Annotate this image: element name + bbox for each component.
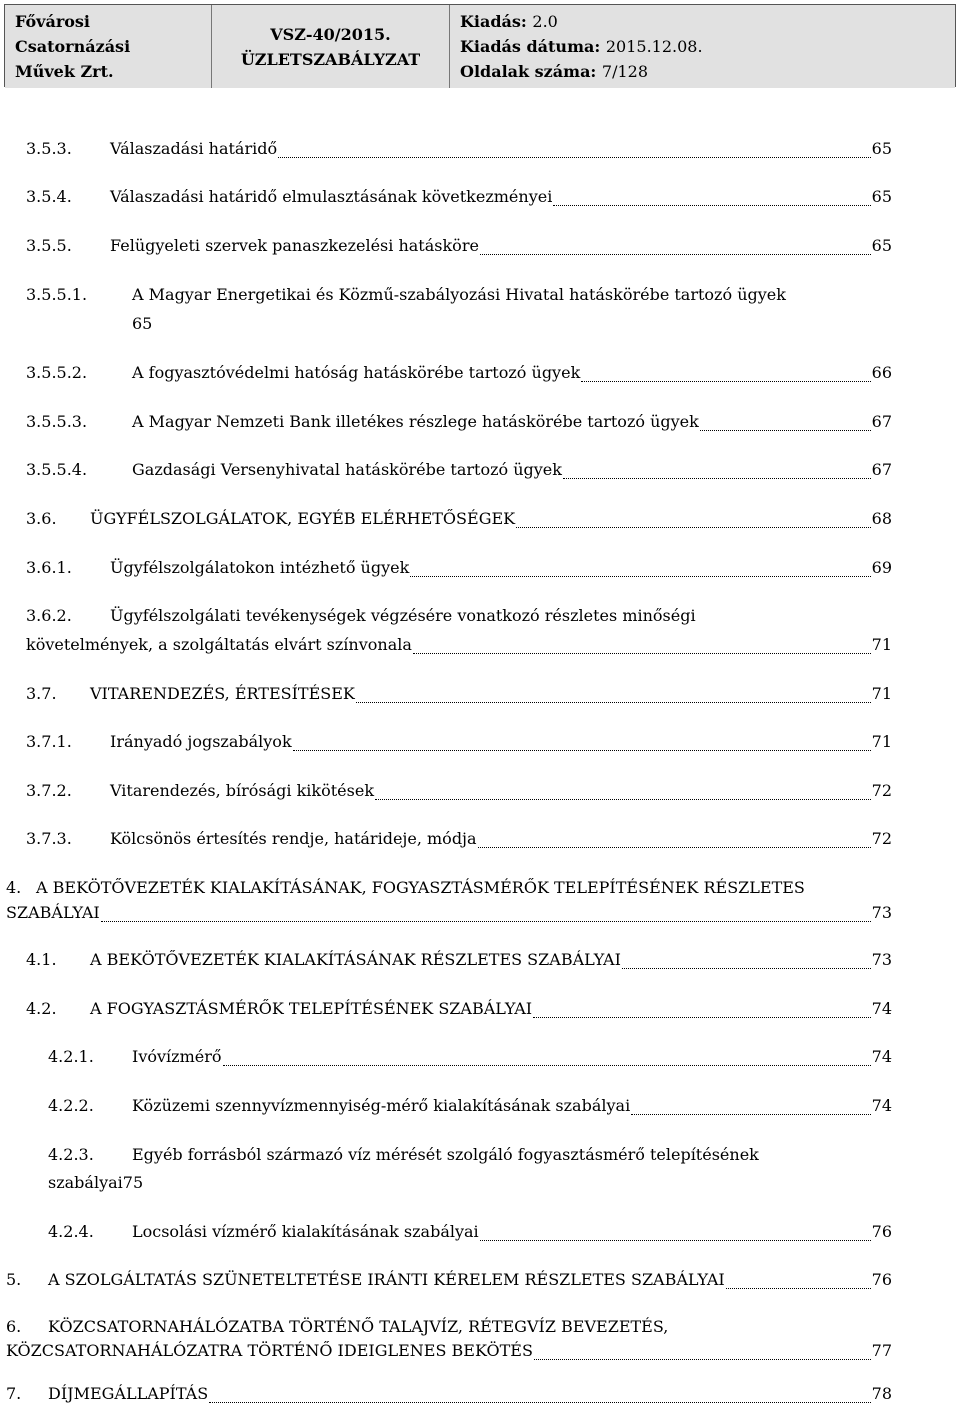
toc-page: 78 xyxy=(871,1384,892,1403)
toc-title: VITARENDEZÉS, ÉRTESÍTÉSEK xyxy=(90,684,355,703)
toc-entry[interactable] xyxy=(26,829,892,857)
org-line-2: Csatornázási xyxy=(15,37,131,56)
toc-page: 65 xyxy=(871,236,892,255)
toc-number: 3.5.5.4. xyxy=(26,460,88,479)
toc-title-continuation: SZABÁLYAI xyxy=(6,903,100,922)
toc-number: 3.7.2. xyxy=(26,781,72,800)
toc-page: 74 xyxy=(871,1096,892,1115)
toc-number: 3.6.1. xyxy=(26,558,72,577)
toc-page: 72 xyxy=(871,829,892,848)
toc-number: 3.7. xyxy=(26,684,57,703)
toc-leader xyxy=(410,576,870,577)
toc-entry[interactable] xyxy=(48,1222,892,1250)
toc-leader xyxy=(516,527,871,528)
toc-number: 3.5.5.1. xyxy=(26,285,88,304)
toc-entry[interactable] xyxy=(26,187,892,215)
pages-value: 7/128 xyxy=(601,62,649,81)
toc-title: Gazdasági Versenyhivatal hatáskörébe tartozó ügyek xyxy=(132,460,562,479)
toc-title-continuation: KÖZCSATORNAHÁLÓZATRA TÖRTÉNŐ IDEIGLENES BEKÖTÉS xyxy=(6,1341,533,1360)
toc-page: 73 xyxy=(871,903,892,922)
toc-number: 3.5.5. xyxy=(26,236,72,255)
toc-entry-continuation xyxy=(132,314,332,342)
toc-title: Felügyeleti szervek panaszkezelési hatásköre xyxy=(110,236,479,255)
toc-title: Válaszadási határidő elmulasztásának következményei xyxy=(110,187,553,206)
toc-number: 4. xyxy=(6,878,22,897)
doc-code: VSZ-40/2015. xyxy=(270,24,391,44)
toc-title: Locsolási vízmérő kialakításának szabályai xyxy=(132,1222,479,1241)
toc-page: 71 xyxy=(871,732,892,751)
toc-title: Ügyfélszolgálatokon intézhető ügyek xyxy=(110,558,410,577)
toc-title: Egyéb forrásból származó víz mérését szolgáló fogyasztásmérő telepítésének xyxy=(132,1145,759,1164)
org-line-3: Művek Zrt. xyxy=(15,62,114,81)
toc-title: A FOGYASZTÁSMÉRŐK TELEPÍTÉSÉNEK SZABÁLYAI xyxy=(90,999,533,1018)
toc-leader xyxy=(534,1359,871,1360)
toc-page: 71 xyxy=(871,684,892,703)
toc-page: 65 xyxy=(132,314,153,333)
edition-value: 2.0 xyxy=(532,12,558,31)
toc-entry[interactable] xyxy=(26,236,892,264)
toc-page: 74 xyxy=(871,1047,892,1066)
toc-leader xyxy=(631,1114,870,1115)
date-label: Kiadás dátuma: xyxy=(460,37,601,56)
toc-leader xyxy=(293,750,871,751)
toc-entry[interactable] xyxy=(26,558,892,586)
document-identity xyxy=(211,5,449,88)
toc-entry[interactable] xyxy=(48,1047,892,1075)
toc-title: A Magyar Energetikai és Közmű-szabályozási Hivatal hatáskörébe tartozó ügyek xyxy=(132,285,786,304)
toc-entry[interactable] xyxy=(6,1384,892,1412)
toc-title: A BEKÖTŐVEZETÉK KIALAKÍTÁSÁNAK RÉSZLETES SZABÁLYAI xyxy=(90,950,621,969)
toc-leader xyxy=(480,1240,871,1241)
toc-page: 73 xyxy=(871,950,892,969)
toc-page: 65 xyxy=(871,139,892,158)
toc-entry-continuation xyxy=(6,1341,892,1369)
toc-number: 3.5.5.3. xyxy=(26,412,88,431)
toc-entry[interactable] xyxy=(6,878,892,906)
toc-number: 3.5.5.2. xyxy=(26,363,88,382)
toc-number: 4.2.2. xyxy=(48,1096,94,1115)
toc-title-continuation: követelmények, a szolgáltatás elvárt színvonala xyxy=(26,635,412,654)
toc-entry[interactable] xyxy=(26,999,892,1027)
toc-title: KÖZCSATORNAHÁLÓZATBA TÖRTÉNŐ TALAJVÍZ, RÉTEGVÍZ BEVEZETÉS, xyxy=(48,1317,669,1336)
toc-title: Válaszadási határidő xyxy=(110,139,278,158)
toc-page: 71 xyxy=(871,635,892,654)
toc-entry[interactable] xyxy=(48,1145,892,1173)
toc-leader xyxy=(726,1288,871,1289)
toc-number: 3.6. xyxy=(26,509,57,528)
pages-row xyxy=(460,59,945,84)
toc-number: 5. xyxy=(6,1270,22,1289)
organization-name xyxy=(5,5,211,88)
toc-entry[interactable] xyxy=(6,1270,892,1298)
toc-title: A SZOLGÁLTATÁS SZÜNETELTETÉSE IRÁNTI KÉRELEM RÉSZLETES SZABÁLYAI xyxy=(48,1270,725,1289)
toc-number: 7. xyxy=(6,1384,22,1403)
toc-entry[interactable] xyxy=(26,781,892,809)
document-header xyxy=(4,4,956,87)
toc-entry[interactable] xyxy=(26,363,892,391)
toc-number: 3.7.1. xyxy=(26,732,72,751)
toc-entry[interactable] xyxy=(26,509,892,537)
toc-leader xyxy=(533,1017,871,1018)
org-line-1: Fővárosi xyxy=(15,12,91,31)
toc-leader xyxy=(209,1402,870,1403)
edition-row xyxy=(460,9,945,34)
toc-page: 76 xyxy=(871,1222,892,1241)
toc-title: Irányadó jogszabályok xyxy=(110,732,292,751)
toc-leader xyxy=(356,702,871,703)
toc-page: 77 xyxy=(871,1341,892,1360)
toc-number: 4.1. xyxy=(26,950,57,969)
toc-entry[interactable] xyxy=(26,606,892,634)
toc-leader xyxy=(700,430,871,431)
toc-leader xyxy=(581,381,870,382)
toc-leader xyxy=(375,799,871,800)
toc-title: ÜGYFÉLSZOLGÁLATOK, EGYÉB ELÉRHETŐSÉGEK xyxy=(90,509,516,528)
toc-number: 4.2.3. xyxy=(48,1145,94,1164)
toc-page: 69 xyxy=(871,558,892,577)
toc-leader xyxy=(223,1065,871,1066)
edition-label: Kiadás: xyxy=(460,12,527,31)
toc-number: 3.6.2. xyxy=(26,606,72,625)
toc-entry[interactable] xyxy=(48,1096,892,1124)
toc-entry[interactable] xyxy=(26,285,892,313)
toc-page: 66 xyxy=(871,363,892,382)
toc-title: Ivóvízmérő xyxy=(132,1047,222,1066)
doc-title: ÜZLETSZABÁLYZAT xyxy=(240,49,421,69)
toc-entry[interactable] xyxy=(26,139,892,167)
toc-title: Vitarendezés, bírósági kikötések xyxy=(110,781,375,800)
toc-entry[interactable] xyxy=(26,460,892,488)
toc-title: Közüzemi szennyvízmennyiség-mérő kialakításának szabályai xyxy=(132,1096,631,1115)
toc-entry-continuation xyxy=(6,903,892,931)
date-value: 2015.12.08. xyxy=(605,37,703,56)
toc-page: 67 xyxy=(871,460,892,479)
toc-leader xyxy=(563,478,871,479)
toc-number: 3.5.4. xyxy=(26,187,72,206)
date-row xyxy=(460,34,945,59)
toc-leader xyxy=(622,968,871,969)
toc-number: 6. xyxy=(6,1317,22,1336)
toc-leader xyxy=(101,921,871,922)
toc-number: 3.5.3. xyxy=(26,139,72,158)
toc-title: A fogyasztóvédelmi hatóság hatáskörébe tartozó ügyek xyxy=(132,363,581,382)
toc-entry-continuation xyxy=(48,1173,348,1201)
document-meta xyxy=(449,5,955,88)
toc-leader xyxy=(553,205,870,206)
toc-title: A Magyar Nemzeti Bank illetékes részlege hatáskörébe tartozó ügyek xyxy=(132,412,699,431)
toc-page: 65 xyxy=(871,187,892,206)
toc-number: 4.2.1. xyxy=(48,1047,94,1066)
toc-page: 74 xyxy=(871,999,892,1018)
toc-entry[interactable] xyxy=(26,684,892,712)
toc-entry-continuation xyxy=(26,635,892,663)
toc-page: 72 xyxy=(871,781,892,800)
toc-number: 3.7.3. xyxy=(26,829,72,848)
toc-title: DÍJMEGÁLLAPÍTÁS xyxy=(48,1384,209,1403)
toc-leader xyxy=(413,653,871,654)
toc-entry[interactable] xyxy=(26,950,892,978)
toc-title: A BEKÖTŐVEZETÉK KIALAKÍTÁSÁNAK, FOGYASZTÁSMÉRŐK TELEPÍTÉSÉNEK RÉSZLETES xyxy=(36,878,805,897)
toc-leader xyxy=(278,157,871,158)
toc-page: 68 xyxy=(871,509,892,528)
toc-leader xyxy=(478,847,871,848)
toc-title: Kölcsönös értesítés rendje, határideje, módja xyxy=(110,829,477,848)
toc-entry[interactable] xyxy=(26,732,892,760)
toc-page: 76 xyxy=(871,1270,892,1289)
toc-title-continuation: szabályai75 xyxy=(48,1173,144,1192)
pages-label: Oldalak száma: xyxy=(460,62,597,81)
toc-page: 67 xyxy=(871,412,892,431)
toc-leader xyxy=(480,254,871,255)
toc-title: Ügyfélszolgálati tevékenységek végzésére vonatkozó részletes minőségi xyxy=(110,606,696,625)
toc-entry[interactable] xyxy=(26,412,892,440)
toc-number: 4.2.4. xyxy=(48,1222,94,1241)
toc-number: 4.2. xyxy=(26,999,57,1018)
